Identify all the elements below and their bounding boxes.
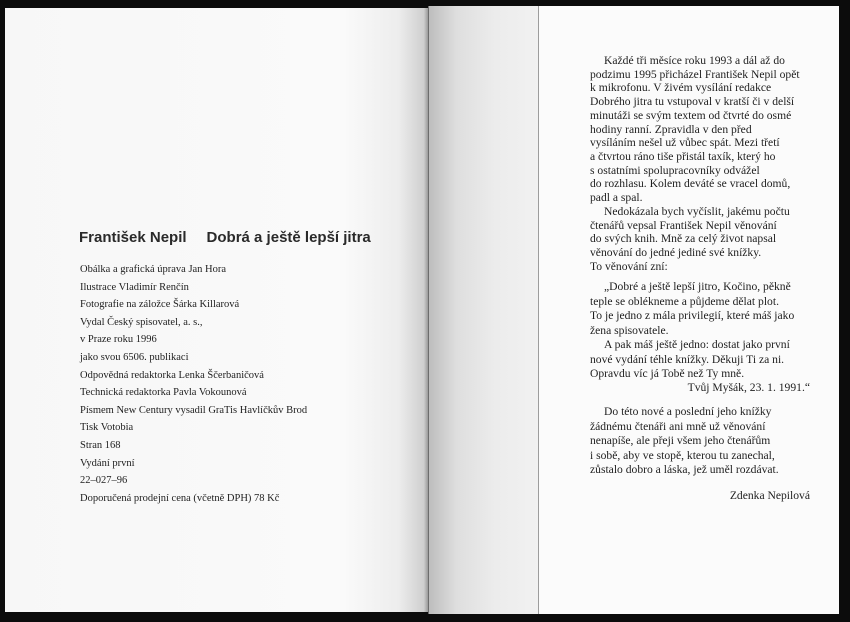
text-line: To je jedno z mála privilegií, které máš jako (590, 309, 795, 322)
quote-signature: Tvůj Myšák, 23. 1. 1991.“ (687, 381, 810, 394)
text-line: hodiny ranní. Zpravidla v den před (590, 122, 752, 136)
text-line: a čtvrtou ráno tiše přistál taxík, který ho (590, 149, 776, 163)
text-line: jako svou 6506. publikaci (80, 351, 189, 363)
book-title: Dobrá a ještě lepší jitra (206, 229, 371, 246)
text-line: Nedokázala bych vyčíslit, jakému počtu (604, 205, 790, 218)
text-line: podzimu 1995 přicházel František Nepil opět (590, 67, 800, 81)
text-line: Obálka a grafická úprava Jan Hora (80, 264, 227, 275)
book-heading (79, 229, 371, 246)
text-line: „Dobré a ještě lepší jitro, Kočino, pěkně (604, 280, 791, 293)
author-name: František Nepil (79, 229, 187, 246)
text-line: k mikrofonu. V živém vysílání redakce (590, 81, 772, 95)
text-line: Každé tři měsíce roku 1993 a dál až do (604, 54, 785, 67)
text-line: žádnému čtenáři ani mně už věnování (590, 419, 766, 433)
text-line: Vydání první (80, 457, 135, 469)
quote-part-2 (590, 338, 790, 382)
text-line: Písmem New Century vysadil GraTis Havlíčkův Brod (80, 404, 308, 416)
text-line: teple se oblékneme a půjdeme dělat plot. (590, 294, 779, 308)
page-gutter (428, 6, 539, 614)
text-line: padl a spal. (590, 191, 643, 205)
text-line: čtenářů vepsal František Nepil věnování (590, 218, 777, 232)
text-line: 22–027–96 (80, 475, 128, 487)
paragraph-1 (590, 54, 800, 205)
colophon (80, 261, 307, 507)
text-line: s ostatními spolupracovníky odvážel (590, 163, 760, 177)
text-line: Vydal Český spisovatel, a. s., (80, 316, 203, 328)
text-line: zůstalo dobro a láska, jež uměl rozdávat. (590, 463, 779, 476)
text-line: Stran 168 (80, 439, 121, 451)
text-line: Dobrého jitra tu vstupoval v kratší či v delší (590, 95, 795, 109)
text-line: To věnování zní: (590, 259, 668, 273)
text-line: Tisk Votobia (80, 422, 134, 434)
text-line: minutáži se svým textem od čtvrté do osmé (590, 108, 792, 122)
text-line: Opravdu víc já Tobě než Ty mně. (590, 367, 745, 380)
signature: Zdenka Nepilová (729, 489, 810, 502)
text-line: věnování do jedné jediné své knížky. (590, 246, 762, 260)
text-line: Ilustrace Vladimír Renčín (80, 281, 189, 293)
text-line: i sobě, aby ve stopě, kterou tu zanechal, (590, 448, 775, 462)
paragraph-3 (590, 405, 779, 478)
text-line: nové vydání téhle knížky. Děkuji Ti za ni. (590, 352, 785, 366)
text-line: do svých knih. Mně za celý život napsal (590, 232, 777, 246)
text-line: v Praze roku 1996 (80, 334, 157, 346)
text-line: Doporučená prodejní cena (včetně DPH) 78 Kč (80, 492, 280, 504)
quote-part-1 (590, 280, 794, 338)
text-line: nenapíše, ale přeji všem jeho čtenářům (590, 434, 771, 447)
text-line: Do této nové a poslední jeho knížky (604, 405, 772, 418)
text-line: Technická redaktorka Pavla Vokounová (80, 387, 247, 399)
text-line: do rozhlasu. Kolem deváté se vracel domů, (590, 177, 791, 191)
text-line: Odpovědná redaktorka Lenka Ščerbaničová (80, 369, 264, 381)
paragraph-2 (590, 205, 790, 274)
text-line: A pak máš ještě jedno: dostat jako první (604, 338, 790, 351)
text-line: Fotografie na záložce Šárka Killarová (80, 299, 240, 311)
text-line: žena spisovatele. (590, 323, 669, 337)
text-line: vysíláním nešel už vůbec spát. Mezi třetí (590, 136, 780, 150)
